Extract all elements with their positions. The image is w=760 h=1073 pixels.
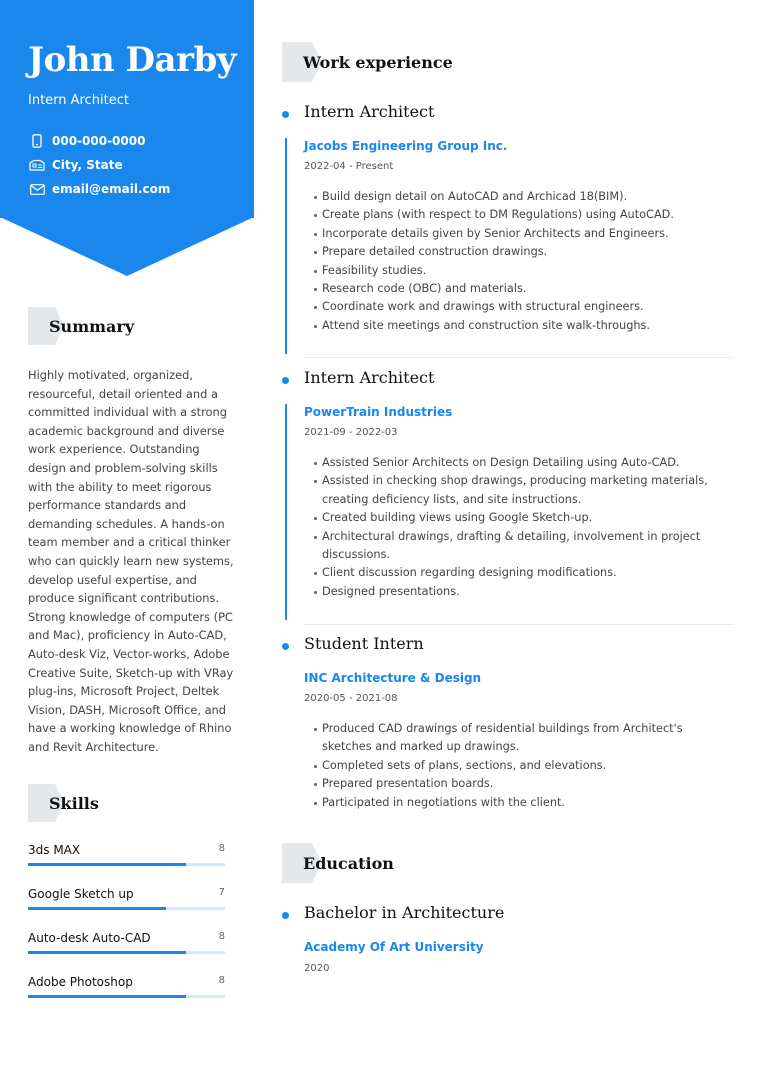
skill-item bbox=[28, 931, 225, 957]
skill-bar-fill bbox=[28, 995, 186, 998]
skills-heading bbox=[28, 784, 99, 822]
education-degree: Bachelor in Architecture bbox=[304, 903, 505, 922]
job-bullet: Completed sets of plans, sections, and elevations. bbox=[322, 757, 734, 775]
job-bullet: Created building views using Google Sketch-up. bbox=[322, 509, 734, 527]
skill-name: Auto-desk Auto-CAD bbox=[28, 931, 151, 945]
education-year: 2020 bbox=[304, 963, 330, 974]
timeline-line bbox=[285, 138, 287, 354]
work-heading-text: Work experience bbox=[303, 52, 453, 72]
skill-level: 8 bbox=[218, 843, 225, 854]
job-bullet: Prepared presentation boards. bbox=[322, 775, 734, 793]
candidate-title: Intern Architect bbox=[28, 93, 129, 108]
section-divider bbox=[304, 624, 734, 625]
skill-bar-fill bbox=[28, 863, 186, 866]
skill-name: 3ds MAX bbox=[28, 843, 81, 857]
skill-bar bbox=[28, 995, 225, 998]
job-role: Intern Architect bbox=[304, 102, 435, 121]
education-heading bbox=[282, 843, 394, 883]
skill-level: 8 bbox=[218, 931, 225, 942]
skill-bar-fill bbox=[28, 907, 166, 910]
contact-email[interactable] bbox=[28, 182, 170, 196]
job-bullet: Create plans (with respect to DM Regulations) using AutoCAD. bbox=[322, 206, 734, 224]
job-bullet: Feasibility studies. bbox=[322, 262, 734, 280]
job-bullet: Designed presentations. bbox=[322, 583, 734, 601]
job-bullet: Research code (OBC) and materials. bbox=[322, 280, 734, 298]
sidebar bbox=[0, 0, 254, 1073]
job-dates: 2021-09 - 2022-03 bbox=[304, 427, 398, 438]
timeline-dot bbox=[282, 643, 289, 650]
job-bullet: Produced CAD drawings of residential buildings from Architect's sketches and marked up drawings. bbox=[322, 720, 734, 757]
skill-item bbox=[28, 887, 225, 913]
job-bullet: Participated in negotiations with the client. bbox=[322, 794, 734, 812]
timeline-line bbox=[285, 404, 287, 620]
job-entry bbox=[282, 368, 734, 620]
summary-heading-text: Summary bbox=[49, 316, 135, 336]
job-bullet: Assisted in checking shop drawings, producing marketing materials, creating deficiency lists, and site instructions. bbox=[322, 472, 734, 509]
skill-bar bbox=[28, 951, 225, 954]
phone-icon bbox=[28, 134, 46, 148]
skill-level: 8 bbox=[218, 975, 225, 986]
job-bullet: Assisted Senior Architects on Design Detailing using Auto-CAD. bbox=[322, 454, 734, 472]
skill-bar bbox=[28, 863, 225, 866]
phone-text: 000-000-0000 bbox=[52, 134, 146, 148]
education-school: Academy Of Art University bbox=[304, 940, 484, 954]
header-chevron bbox=[0, 217, 254, 277]
timeline-dot bbox=[282, 912, 289, 919]
timeline-dot bbox=[282, 111, 289, 118]
contact-location bbox=[28, 158, 123, 172]
job-role: Student Intern bbox=[304, 634, 424, 653]
skill-name: Adobe Photoshop bbox=[28, 975, 133, 989]
work-heading bbox=[282, 42, 453, 82]
location-icon bbox=[28, 158, 46, 172]
job-bullets bbox=[322, 188, 734, 335]
location-text: City, State bbox=[52, 158, 123, 172]
education-heading-text: Education bbox=[303, 853, 394, 873]
email-icon bbox=[28, 182, 46, 196]
job-entry bbox=[282, 102, 734, 354]
candidate-name: John Darby bbox=[28, 40, 236, 80]
job-bullet: Prepare detailed construction drawings. bbox=[322, 243, 734, 261]
job-bullet: Attend site meetings and construction site walk-throughs. bbox=[322, 317, 734, 335]
job-role: Intern Architect bbox=[304, 368, 435, 387]
job-bullets bbox=[322, 454, 734, 601]
skill-item bbox=[28, 975, 225, 1001]
skill-name: Google Sketch up bbox=[28, 887, 134, 901]
job-bullet: Architectural drawings, drafting & detailing, involvement in project discussions. bbox=[322, 528, 734, 565]
job-company: PowerTrain Industries bbox=[304, 405, 453, 419]
contact-phone[interactable] bbox=[28, 134, 145, 148]
job-company: INC Architecture & Design bbox=[304, 671, 482, 685]
skill-item bbox=[28, 843, 225, 869]
job-dates: 2022-04 - Present bbox=[304, 161, 394, 172]
skill-bar bbox=[28, 907, 225, 910]
job-bullets bbox=[322, 720, 734, 812]
job-dates: 2020-05 - 2021-08 bbox=[304, 693, 398, 704]
section-divider bbox=[304, 357, 734, 358]
job-company: Jacobs Engineering Group Inc. bbox=[304, 139, 508, 153]
job-bullet: Client discussion regarding designing modifications. bbox=[322, 564, 734, 582]
job-entry bbox=[282, 634, 734, 824]
job-bullet: Build design detail on AutoCAD and Archicad 18(BIM). bbox=[322, 188, 734, 206]
education-entry bbox=[282, 903, 734, 983]
job-bullet: Coordinate work and drawings with structural engineers. bbox=[322, 298, 734, 316]
email-text: email@email.com bbox=[52, 182, 171, 196]
job-bullet: Incorporate details given by Senior Architects and Engineers. bbox=[322, 225, 734, 243]
summary-heading bbox=[28, 307, 134, 345]
skill-bar-fill bbox=[28, 951, 186, 954]
summary-text: Highly motivated, organized, resourceful, detail oriented and a committed individual with a strong academic background and diverse work experience. Outstanding design and problem-solving skills with the ability to meet rigorous performance standards and demanding schedules. A hands-on team member and a critical thinker who can quickly learn new systems, develop useful expertise, and produce significant contributions. Strong knowledge of computers (PC and Mac), proficiency in Auto-CAD, Auto-desk Viz, Vector-works, Adobe Creative Suite, Sketch-up with VRay plug-ins, Microsoft Project, Deltek Vision, DASH, Microsoft Office, and have a working knowledge of Rhino and Revit Architecture. bbox=[28, 368, 234, 754]
skills-heading-text: Skills bbox=[49, 793, 99, 813]
timeline-dot bbox=[282, 377, 289, 384]
skill-level: 7 bbox=[218, 887, 225, 898]
